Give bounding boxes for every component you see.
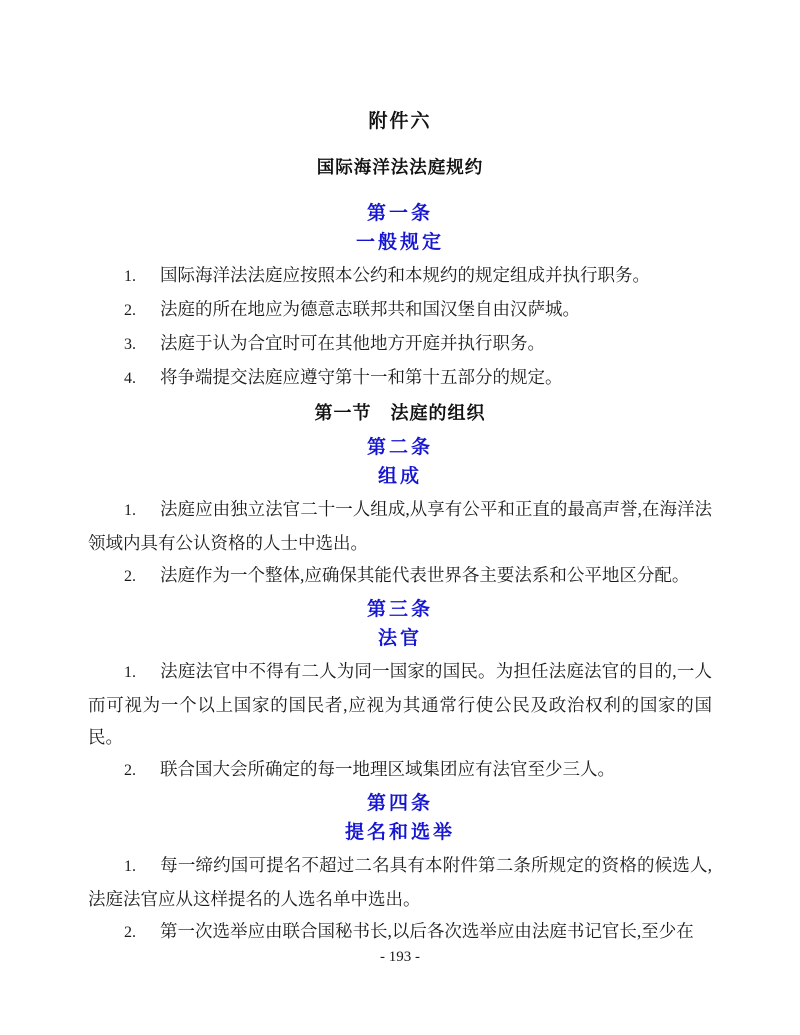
article-1-number: 第一条 xyxy=(366,203,433,224)
paragraph-text: 国际海洋法法庭应按照本公约和本规约的规定组成并执行职务。 xyxy=(160,265,650,285)
article-4-paragraph-1 xyxy=(88,849,712,915)
article-1-paragraph-4 xyxy=(88,361,712,395)
document-title: 国际海洋法法庭规约 xyxy=(316,157,484,177)
paragraph-number: 2. xyxy=(124,762,136,779)
paragraph-text: 联合国大会所确定的每一地理区域集团应有法官至少三人。 xyxy=(160,759,615,779)
paragraph-number: 2. xyxy=(124,302,136,319)
paragraph-number: 1. xyxy=(124,268,136,285)
paragraph-text: 法庭作为一个整体,应确保其能代表世界各主要法系和公平地区分配。 xyxy=(160,565,690,585)
paragraph-text: 法庭应由独立法官二十一人组成,从享有公平和正直的最高声誉,在海洋法领域内具有公认资格的人士中选出。 xyxy=(88,499,712,553)
article-2-number: 第二条 xyxy=(366,437,433,458)
article-4-heading: 提名和选举 xyxy=(344,822,455,843)
article-1-paragraph-3 xyxy=(88,327,712,361)
article-1-heading: 一般规定 xyxy=(355,232,444,253)
article-3-number: 第三条 xyxy=(366,599,433,620)
page-number: - 193 - xyxy=(380,949,420,965)
article-2-heading: 组成 xyxy=(377,466,422,487)
annex-label: 附件六 xyxy=(368,111,432,132)
article-2-paragraph-1 xyxy=(88,493,712,559)
paragraph-text: 第一次选举应由联合国秘书长,以后各次选举应由法庭书记官长,至少在 xyxy=(160,921,694,941)
paragraph-number: 3. xyxy=(124,336,136,353)
section-1-heading: 第一节 法庭的组织 xyxy=(314,403,486,423)
paragraph-text: 将争端提交法庭应遵守第十一和第十五部分的规定。 xyxy=(160,367,563,387)
paragraph-number: 1. xyxy=(124,664,136,681)
paragraph-number: 1. xyxy=(124,502,136,519)
paragraph-number: 2. xyxy=(124,568,136,585)
article-2-paragraph-2 xyxy=(88,559,712,593)
article-4-number: 第四条 xyxy=(366,793,433,814)
article-3-paragraph-1 xyxy=(88,655,712,753)
article-1-paragraph-2 xyxy=(88,293,712,327)
paragraph-text: 法庭的所在地应为德意志联邦共和国汉堡自由汉萨城。 xyxy=(160,299,580,319)
article-3-paragraph-2 xyxy=(88,753,712,787)
paragraph-text: 法庭于认为合宜时可在其他地方开庭并执行职务。 xyxy=(160,333,545,353)
paragraph-text: 每一缔约国可提名不超过二名具有本附件第二条所规定的资格的候选人,法庭法官应从这样提名的人选名单中选出。 xyxy=(88,855,712,909)
paragraph-text: 法庭法官中不得有二人为同一国家的国民。为担任法庭法官的目的,一人而可视为一个以上国家的国民者,应视为其通常行使公民及政治权利的国家的国民。 xyxy=(88,661,712,747)
paragraph-number: 2. xyxy=(124,924,136,941)
paragraph-number: 4. xyxy=(124,370,136,387)
paragraph-number: 1. xyxy=(124,858,136,875)
article-1-paragraph-1 xyxy=(88,259,712,293)
article-3-heading: 法官 xyxy=(377,628,422,649)
